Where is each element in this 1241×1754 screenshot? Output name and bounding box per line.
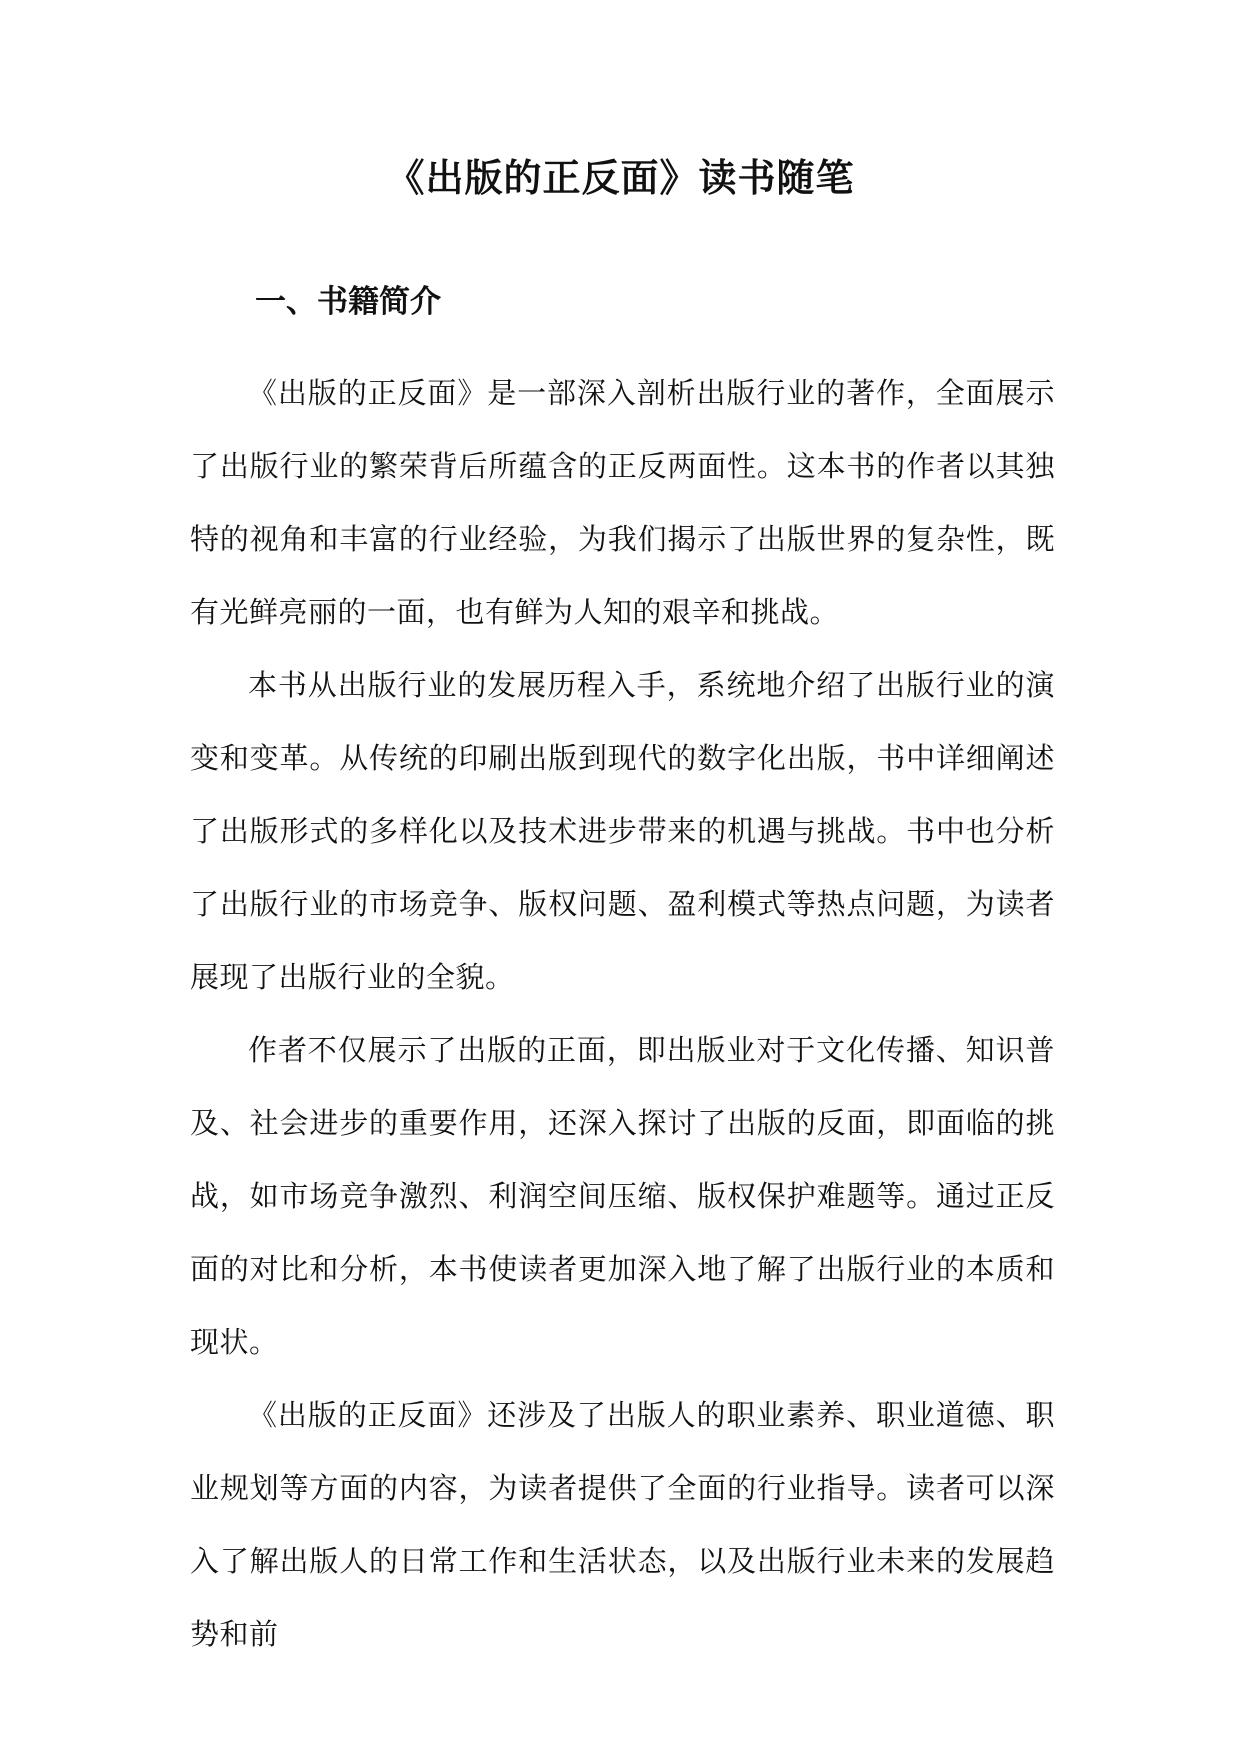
document-title: 《出版的正反面》读书随笔	[386, 155, 855, 200]
paragraph-2: 本书从出版行业的发展历程入手，系统地介绍了出版行业的演变和变革。从传统的印刷出版到现代的数字化出版，书中详细阐述了出版形式的多样化以及技术进步带来的机遇与挑战。书中也分析了出版行业的市场竞争、版权问题、盈利模式等热点问题，为读者展现了出版行业的全貌。	[190, 668, 1055, 994]
paragraph-1: 《出版的正反面》是一部深入剖析出版行业的著作，全面展示了出版行业的繁荣背后所蕴含的正反两面性。这本书的作者以其独特的视角和丰富的行业经验，为我们揭示了出版世界的复杂性，既有光鲜亮丽的一面，也有鲜为人知的艰辛和挑战。	[190, 376, 1055, 629]
paragraph-3: 作者不仅展示了出版的正面，即出版业对于文化传播、知识普及、社会进步的重要作用，还深入探讨了出版的反面，即面临的挑战，如市场竞争激烈、利润空间压缩、版权保护难题等。通过正反面的对比和分析，本书使读者更加深入地了解了出版行业的本质和现状。	[190, 1033, 1055, 1359]
section-heading-book-intro: 一、书籍简介	[255, 284, 441, 320]
paragraph-4: 《出版的正反面》还涉及了出版人的职业素养、职业道德、职业规划等方面的内容，为读者提供了全面的行业指导。读者可以深入了解出版人的日常工作和生活状态，以及出版行业未来的发展趋势和前	[190, 1398, 1055, 1651]
section-body	[190, 357, 1055, 1671]
